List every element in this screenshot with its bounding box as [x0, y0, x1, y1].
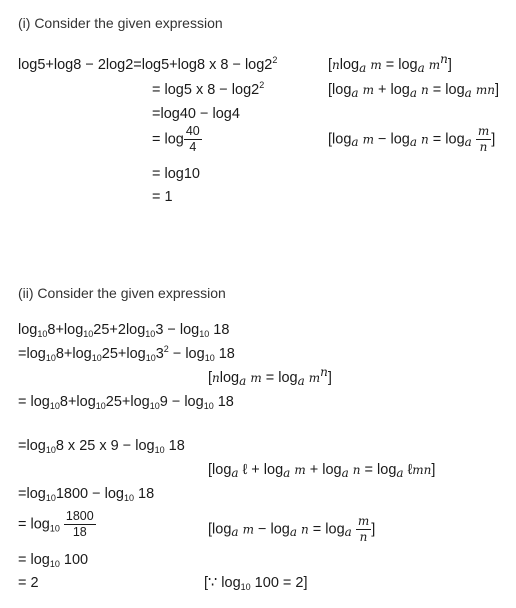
- part2-rule3: [$\log_a$ $m - \log_a n = \log_a$ $\frac{m}{n}$ ]: [208, 514, 376, 544]
- part2-rule1: [nlog$_a$ $m = \log_a m^n$]: [208, 365, 332, 388]
- part2-line8: = 2: [18, 575, 39, 591]
- part1-header: (i) Consider the given expression: [18, 15, 223, 31]
- part1-line5: = log10: [152, 166, 200, 182]
- part1-line1: log5+log8 − 2log2=log5+log8 x $8 - \log 2^2$: [18, 55, 278, 73]
- part2-line4: $=\log_{10}8$ x 25 x $9 - \log_{10} 18$: [18, 438, 185, 455]
- part1-line6: = 1: [152, 189, 173, 205]
- part2-rule2: [$\log_a$ ℓ + $\log_a m + \log_a n = \log_a$ ℓmn]: [208, 462, 436, 480]
- part2-line2: $=\log_{10}8+\log_{10}25+\log_{10}3^2 - \log_{10} 18$: [18, 344, 235, 363]
- part2-rule4: [∵ $\log_{10} 100 = 2$]: [204, 575, 308, 592]
- part1-line3: =log40 − log4: [152, 106, 240, 122]
- part2-header: (ii) Consider the given expression: [18, 285, 226, 301]
- part2-line7: = $\log_{10} 100$: [18, 552, 89, 569]
- part2-line3: = $\log_{10}8+\log_{10}25+\log_{10}9 - \log_{10} 18$: [18, 394, 234, 411]
- part1-rule3: [$\log_a$ $m - \log_a n = \log_a$ $\frac{m}{n}$ ]: [328, 124, 496, 154]
- part1-rule2: [$\log_a$ $m + \log_a n = \log_a mn$]: [328, 82, 499, 100]
- part1-line2: = log5 x $8 - \log 2^2$: [152, 80, 265, 98]
- part2-line6: = $\log_{10}$ $\frac{1800}{18}$: [18, 509, 94, 539]
- part2-line1: $\log_{10}8+\log_{10}25+2\log_{10}3 - \log_{10} 18$: [18, 322, 230, 339]
- part2-line5: $=\log_{10}1800 - \log_{10} 18$: [18, 486, 155, 503]
- part1-rule1: [nlog$_a$ $m = \log_a m^n$]: [328, 52, 452, 75]
- part1-line4: = log $\frac{40}{4}$: [152, 124, 200, 154]
